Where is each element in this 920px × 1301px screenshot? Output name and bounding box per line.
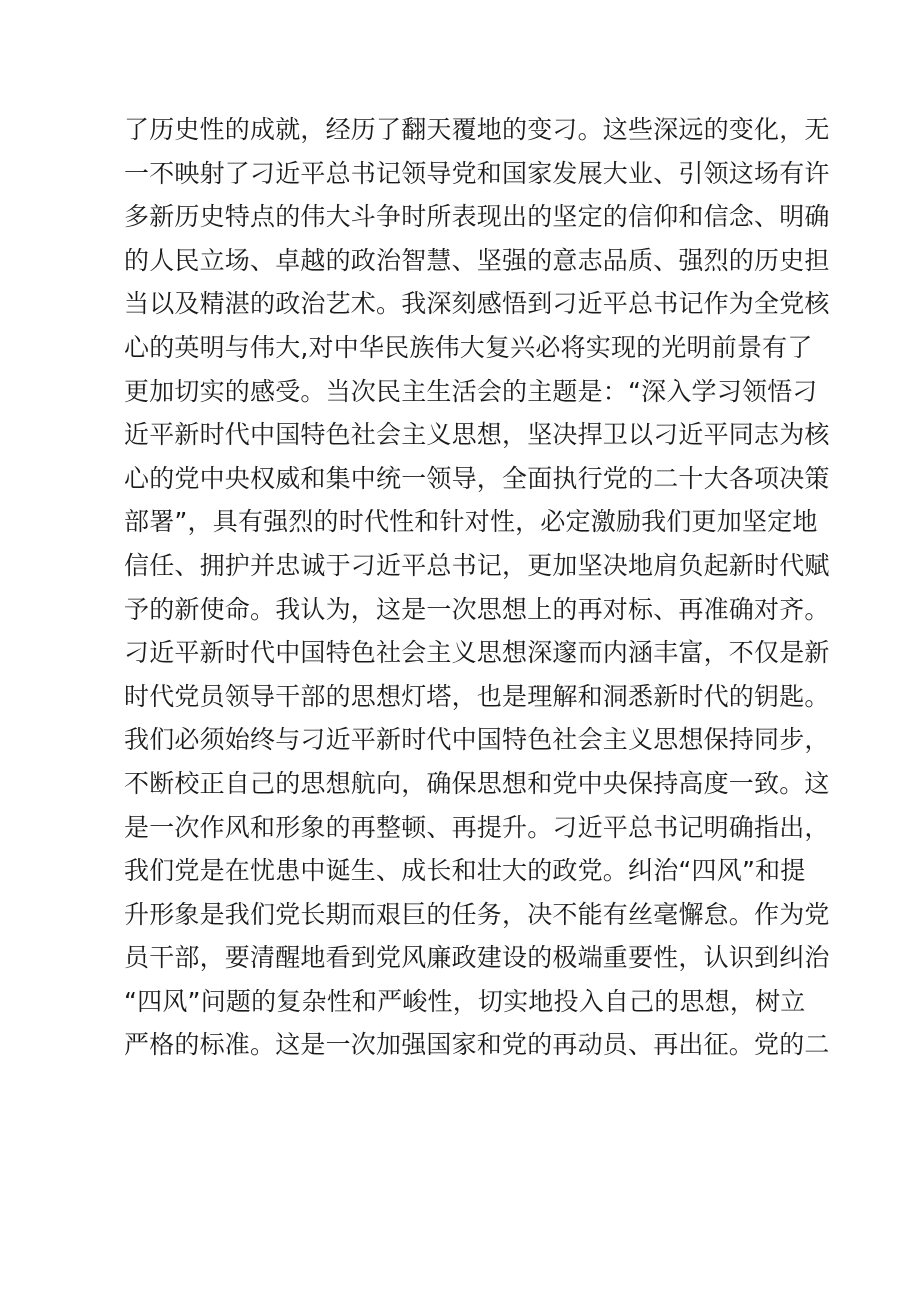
text-line: 不断校正自己的思想航向，确保思想和党中央保持高度一致。这 [124, 768, 830, 798]
text-line: 的人民立场、卓越的政治智慧、坚强的意志品质、强烈的历史担 [124, 245, 830, 275]
text-line: 了历史性的成就，经历了翻天覆地的变刁。这些深远的变化，无 [124, 115, 830, 144]
text-line: 信任、拥护并忠诚于刁近平总书记，更加坚决地肩负起新时代赋 [124, 550, 830, 580]
text-line: 心的英明与伟大,对中华民族伟大复兴必将实现的光明前景有了 [124, 332, 813, 362]
text-line: 当以及精湛的政治艺术。我深刻感悟到刁近平总书记作为全党核 [124, 289, 830, 319]
text-line: 近平新时代中国特色社会主义思想，坚决捍卫以刁近平同志为核 [124, 420, 830, 450]
text-line: 升形象是我们党长期而艰巨的任务，决不能有丝毫懈怠。作为党 [124, 899, 830, 929]
text-line: 更加切实的感受。当次民主生活会的主题是：“深入学习领悟刁 [124, 376, 818, 406]
text-line: 员干部，要清醒地看到党风廉政建设的极端重要性，认识到纠治 [124, 943, 830, 973]
text-line: 予的新使命。我认为，这是一次思想上的再对标、再准确对齐。 [124, 594, 830, 624]
text-line: 我们必须始终与刁近平新时代中国特色社会主义思想保持同步， [124, 725, 830, 755]
text-line: 刁近平新时代中国特色社会主义思想深邃而内涵丰富，不仅是新 [124, 638, 830, 668]
text-line: 时代党员领导干部的思想灯塔，也是理解和洞悉新时代的钥匙。 [124, 681, 830, 711]
text-line: 部署”，具有强烈的时代性和针对性，必定激励我们更加坚定地 [124, 507, 818, 537]
text-line: 心的党中央权威和集中统一领导，全面执行党的二十大各项决策 [124, 463, 830, 493]
text-line: 我们党是在忧患中诞生、成长和壮大的政党。纠治“四风”和提 [124, 856, 806, 886]
text-line: 一不映射了刁近平总书记领导党和国家发展大业、引领这场有许 [124, 158, 830, 188]
text-line: “四风”问题的复杂性和严峻性，切实地投入自己的思想，树立 [124, 986, 806, 1016]
text-line: 是一次作风和形象的再整顿、再提升。刁近平总书记明确指出， [124, 812, 830, 842]
text-line: 严格的标准。这是一次加强国家和党的再动员、再出征。党的二 [124, 1030, 830, 1060]
text-line: 多新历史特点的伟大斗争时所表现出的坚定的信仰和信念、明确 [124, 202, 830, 232]
body-paragraph [124, 108, 830, 1067]
